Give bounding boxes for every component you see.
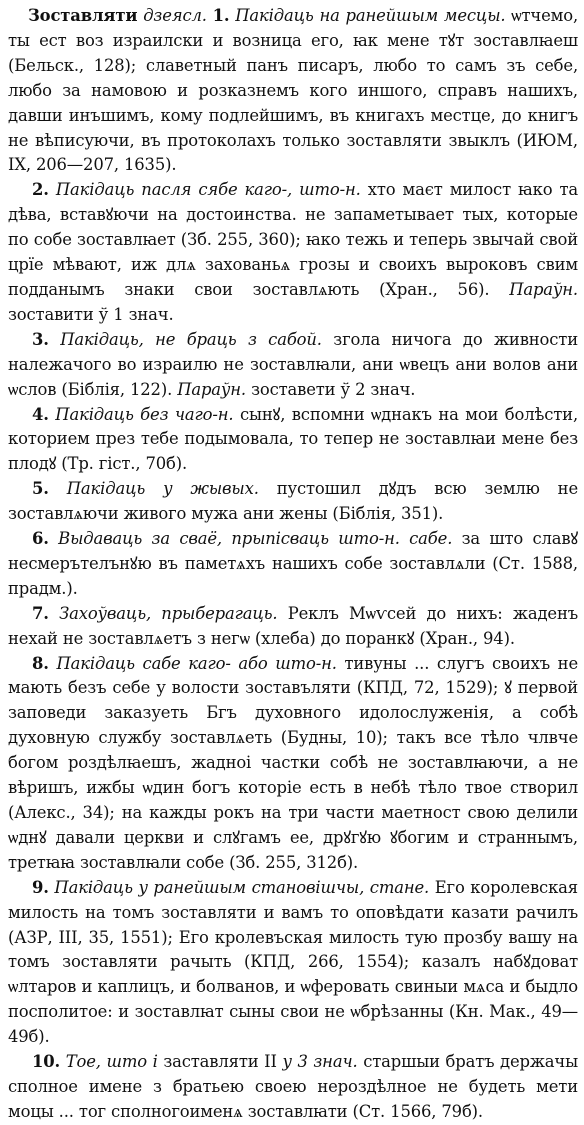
- sense-definition: Пакідаць без чаго-н.: [55, 404, 234, 424]
- sense-definition: Пакідаць пасля сябе каго-, што-н.: [55, 180, 361, 200]
- sense-definition-reference: заставляти II: [163, 1052, 277, 1072]
- sense-3: [8, 328, 578, 403]
- sense-definition-tail: у 3 знач.: [282, 1052, 358, 1072]
- sense-definition: Тое, што і: [65, 1052, 158, 1072]
- sense-number: 5.: [32, 479, 49, 499]
- sense-9: [8, 876, 578, 1050]
- sense-citations: згола ничога до живности належачого во израилю не зоставлꙗли, ани ѡвецъ ани волов ани ѡслов (Біблія, 122).: [8, 329, 578, 399]
- sense-number: 8.: [32, 653, 49, 673]
- sense-1: [8, 4, 578, 178]
- sense-definition: Пакідаць, не браць з сабой.: [60, 329, 322, 349]
- sense-number: 9.: [32, 877, 49, 897]
- sense-number: 7.: [32, 603, 49, 623]
- sense-definition: Выдаваць за сваё, прыпісваць што-н. сабе.: [58, 529, 453, 549]
- sense-number: 1.: [212, 6, 230, 25]
- sense-citations: Реклъ Мѡѵсей до нихъ: жаденъ нехай не зоставлѧетъ з негѡ (хлеба) до поранкꙋ (Хран., 94).: [8, 603, 578, 648]
- sense-citations: сынꙋ, вспомни ѡднакъ на мои болѣсти, которием през тебе подымовала, то тепер не зоставлꙗи мене без плодꙋ (Тр. гіст., 70б).: [8, 404, 578, 474]
- cross-reference: зоставети ў 2 знач.: [251, 379, 416, 399]
- sense-definition: Пакідаць сабе каго- або што-н.: [56, 653, 337, 673]
- sense-citations: пустошил дꙋдъ всю землю не зоставлѧючи живого мужа ани жены (Біблія, 351).: [8, 479, 579, 524]
- sense-7: [8, 602, 578, 652]
- sense-number: 6.: [32, 529, 49, 549]
- sense-definition: Пакідаць на ранейшым месцы.: [235, 6, 506, 25]
- sense-4: [8, 403, 578, 478]
- sense-number: 10.: [32, 1052, 61, 1072]
- sense-citations: старшыи братъ держачы сполное имене з братьею своею нероздѣлное не будеть мети моцы ... тог сполногоименѧ зоставлꙗти (Ст. 1566, 79б).: [8, 1052, 578, 1121]
- sense-8: [8, 652, 578, 876]
- sense-definition: Пакідаць у ранейшым становішчы, стане.: [54, 877, 430, 897]
- sense-2: [8, 178, 578, 327]
- headword: Зоставляти: [28, 6, 138, 25]
- sense-6: [8, 527, 578, 602]
- sense-citations: тивуны ... слугъ своихъ не мають безъ себе у волости зоставъляти (КПД, 72, 1529); ꙋ первой заповеди заказуеть Бгъ духовного идолослуженія, а собѣ духовную службу зоставлѧеть (Будны, 10); такъ все тѣло члвче богом роздѣлꙗешъ, жадноі частки собѣ не зоставлꙗючи, а не вѣришъ, ижбы ѡдин богъ которіе есть в небѣ тѣло твое створил (Алекс., 34); на кажды рокъ на три части маетност свою делили ѡднꙋ давали церкви и слꙋгамъ ее, дрꙋгꙋю ꙋбогим и страннымъ, третꙗꙗ зоставлꙗли собе (Зб. 255, 312б).: [8, 653, 578, 872]
- sense-number: 4.: [32, 404, 49, 424]
- cross-reference-label: Параўн.: [177, 379, 246, 399]
- sense-5: [8, 477, 578, 527]
- part-of-speech: дзеясл.: [143, 6, 207, 25]
- sense-definition: Захоўваць, прыберагаць.: [59, 603, 278, 623]
- cross-reference-label: Параўн.: [509, 279, 578, 299]
- sense-number: 2.: [32, 180, 49, 200]
- sense-citations: ѡтчемо, ты ест воз израилски и возница его, ꙗк мене тꙋт зоставлꙗеш (Бельск., 128); славетный панъ писаръ, любо то самъ зъ себе, любо за намовою и розказнемъ кого иншого, справъ нашихъ, давши инъшимъ, кому подлейшимъ, въ книгахъ местце, до книгъ не вѣписуючи, въ протоколахъ только зоставляти звыклъ (ИЮМ, IX, 206—207, 1635).: [8, 6, 579, 175]
- sense-definition: Пакідаць у жывых.: [66, 479, 259, 499]
- sense-number: 3.: [32, 329, 49, 349]
- sense-citations: хто маєт милост ꙗко та дѣва, вставꙋючи на достоинства. не запаметывает тых, которые по собе зоставлꙗет (Зб. 255, 360); ꙗко тежь и теперь звычай свой црїе мѣвают, иж длѧ захованьѧ грозы и своихъ выроковъ свим подданымъ знаки свои зоставлѧють (Хран., 56).: [8, 180, 578, 299]
- sense-10: [8, 1050, 578, 1125]
- cross-reference: зоставити ў 1 знач.: [8, 304, 174, 324]
- sense-citations: за што славꙋ несмерътелънꙋю въ паметѧхъ нашихъ собе зоставлѧли (Ст. 1588, прадм.).: [8, 529, 579, 598]
- sense-citations: Его королевская милость на томъ зоставляти и вамъ то оповѣдати казати рачилъ (АЗР, III, 35, 1551); Его кролевъская милость тую прозбу вашу на томъ зоставляти рачыть (КПД, 266, 1554); казалъ набꙋдоват ѡлтаров и каплицъ, и болванов, и ѡферовать свиныи мѧса и быдло посполитое: и зоставлꙗт сыны свои не ѡбрѣзанны (Кн. Мак., 49—49б).: [8, 877, 578, 1047]
